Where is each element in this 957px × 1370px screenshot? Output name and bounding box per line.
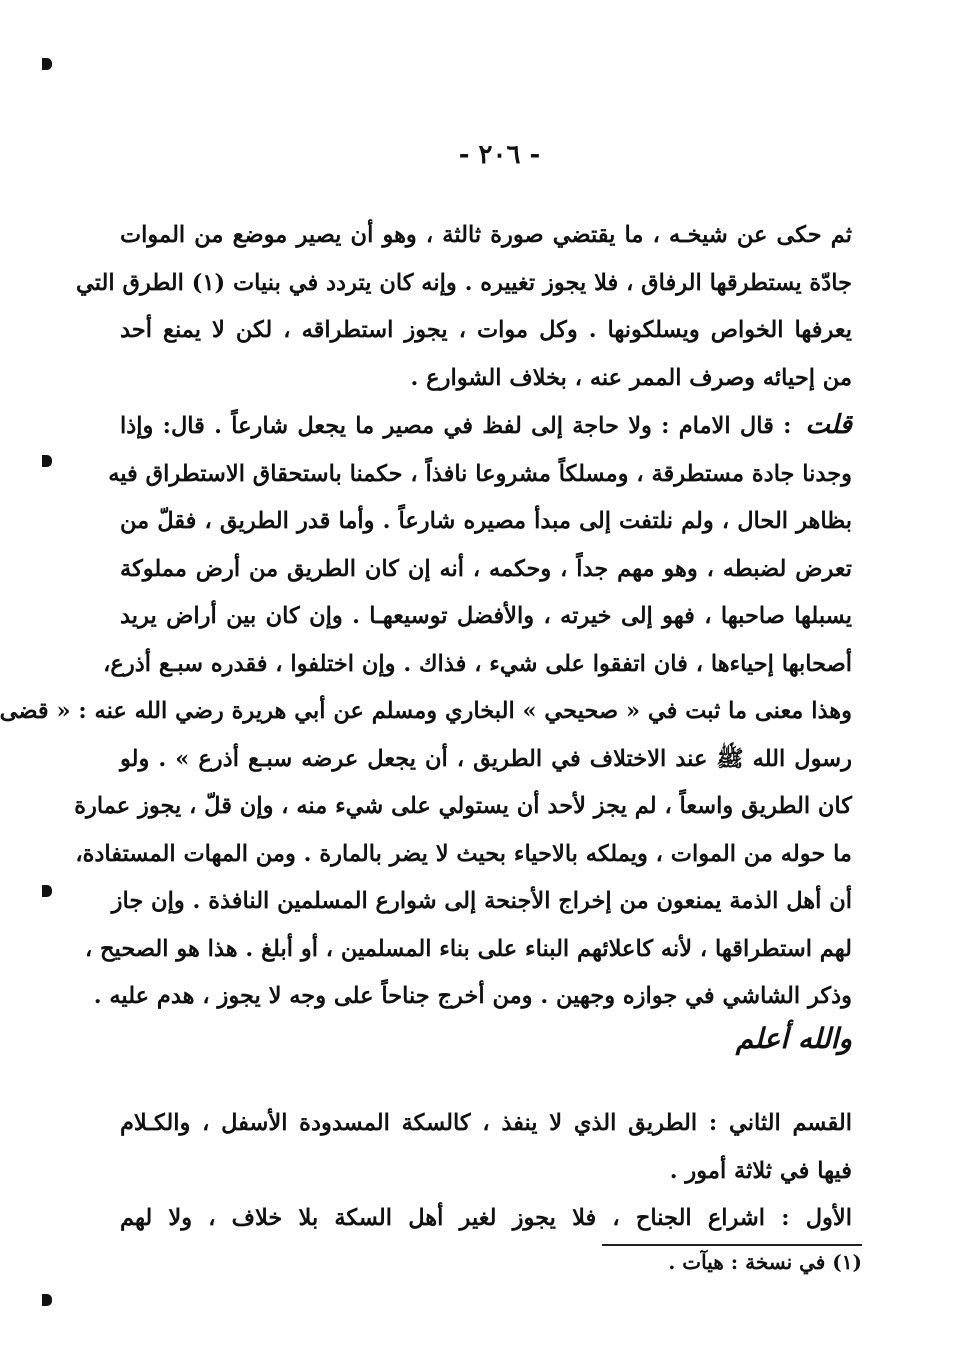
text-line: أصحابها إحياءها ، فان اتفقوا على شيء ، فذاك . وإن اختلفوا ، فقدره سبـع أذرع، xyxy=(103,650,852,677)
footnote: (١) في نسخة : هيآت . xyxy=(668,1250,862,1274)
footnote-divider xyxy=(602,1244,862,1246)
closing-phrase: والله أعلم xyxy=(735,1022,852,1055)
text-line: يعرفها الخواص ويسلكونها . وكل موات ، يجوز استطراقه ، لكن لا يمنع أحد xyxy=(120,317,852,343)
text-line: ما حوله من الموات ، ويملكه بالاحياء بحيث لا يضر بالمارة . ومن المهات المستفادة، xyxy=(75,840,852,867)
text-line: القسم الثاني : الطريق الذي لا ينفذ ، كالسكة المسدودة الأسفل ، والكـلام xyxy=(120,1110,852,1136)
text-line: : قال الامام : ولا حاجة إلى لفظ في مصير ما يجعل شارعاً . قال: وإذا xyxy=(120,413,792,439)
text-line: تعرض لضبطه ، وهو مهم جداً ، وحكمه ، أنه إن كان الطريق من أرض مملوكة xyxy=(120,555,852,582)
scan-edge-mark xyxy=(42,58,52,70)
scan-edge-mark xyxy=(42,885,52,897)
scan-edge-mark xyxy=(42,455,52,467)
section-text xyxy=(120,1100,852,1243)
text-line: وهذا معنى ما ثبت في « صحيحي » البخاري ومسلم عن أبي هريرة رضي الله عنه : « قضى xyxy=(0,698,852,724)
text-line: وذكر الشاشي في جوازه وجهين . ومن أخرج جناحاً على وجه لا يجوز ، هدم عليه . xyxy=(93,983,852,1009)
text-line: أن أهل الذمة يمنعون من إخراج الأجنحة إلى شوارع المسلمين النافذة . وإن جاز xyxy=(111,888,852,914)
text-line: الأول : اشراع الجناح ، فلا يجوز لغير أهل السكة بلا خلاف ، ولا لهم xyxy=(120,1205,852,1231)
text-line: ثم حكى عن شيخـه ، ما يقتضي صورة ثالثة ، وهو أن يصير موضع من الموات xyxy=(120,222,852,248)
text-line: كان الطريق واسعاً ، لم يجز لأحد أن يستولي على شيء منه ، وإن قلّ ، يجوز عمارة xyxy=(74,793,852,819)
text-line: رسول الله ﷺ عند الاختلاف في الطريق ، أن يجعل عرضه سبـع أذرع » . ولو xyxy=(120,745,852,772)
text-line: وجدنا جادة مستطرقة ، ومسلكاً مشروعا نافذاً ، حكمنا باستحقاق الاستطراق فيه xyxy=(108,460,852,487)
text-line: فيها في ثلاثة أمور . xyxy=(669,1157,852,1184)
text-line: لهم استطراقها ، لأنه كاعلائهم البناء على بناء المسلمين ، أو أبلغ . هذا هو الصحيح ، xyxy=(84,935,852,962)
qult-lead: قلت xyxy=(805,410,852,440)
text-line: من إحيائه وصرف الممر عنه ، بخلاف الشوارع . xyxy=(410,364,852,391)
text-line: بظاهر الحال ، ولم نلتفت إلى مبدأ مصيره شارعاً . وأما قدر الطريق ، فقلّ من xyxy=(120,508,852,534)
main-text xyxy=(0,212,852,1021)
page-number: - ٢٠٦ - xyxy=(458,140,541,170)
scan-edge-mark xyxy=(42,1294,52,1306)
qult-paragraph-first-line xyxy=(120,402,852,451)
text-line: يسبلها صاحبها ، فهو إلى خيرته ، والأفضل توسيعهـا . وإن كان بين أراض يريد xyxy=(120,603,852,629)
text-line: جادّة يستطرقها الرفاق ، فلا يجوز تغييره . وإنه كان يتردد في بنيات (١) الطرق التي xyxy=(76,269,852,296)
